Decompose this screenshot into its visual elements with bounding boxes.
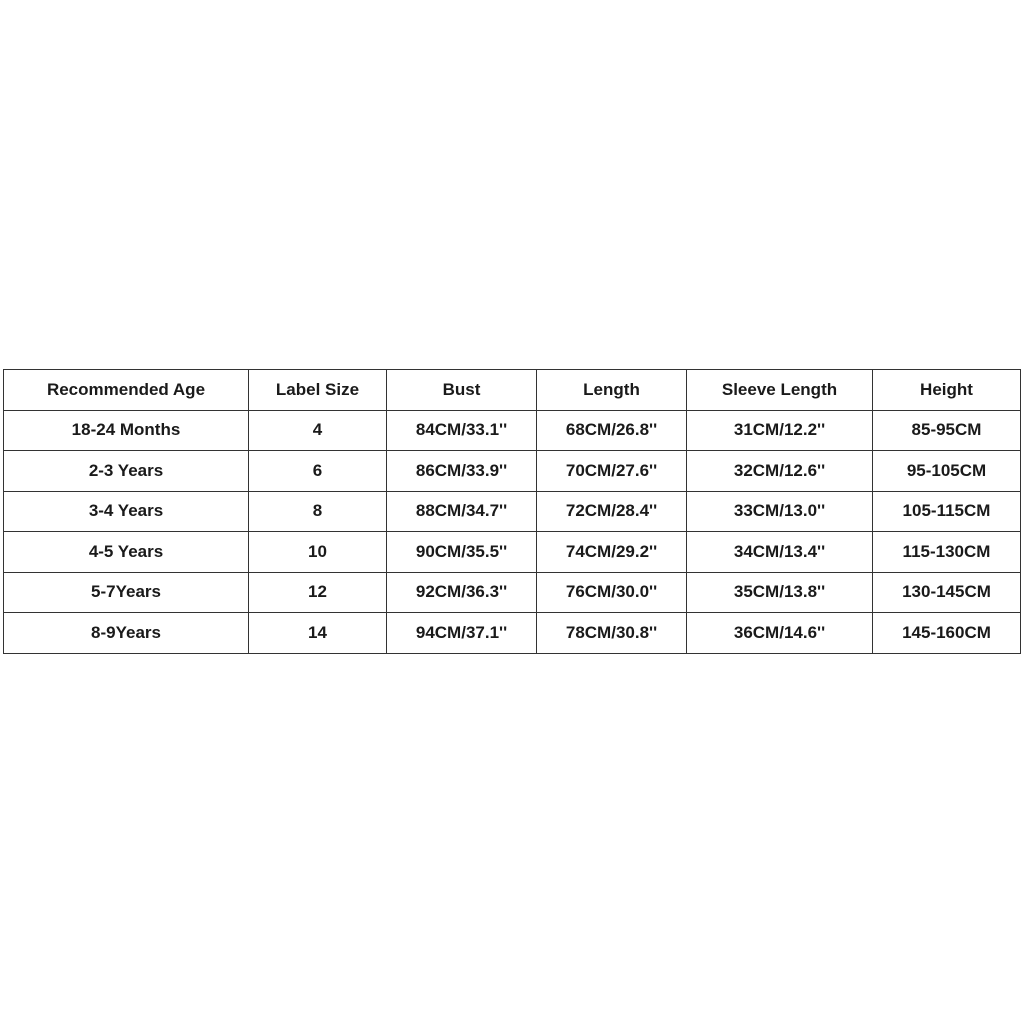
cell-length: 72CM/28.4'': [537, 491, 687, 532]
cell-height: 85-95CM: [873, 410, 1021, 451]
cell-label-size: 8: [249, 491, 387, 532]
cell-recommended-age: 5-7Years: [4, 572, 249, 613]
cell-height: 105-115CM: [873, 491, 1021, 532]
cell-label-size: 6: [249, 451, 387, 492]
cell-bust: 86CM/33.9'': [387, 451, 537, 492]
cell-sleeve-length: 34CM/13.4'': [687, 532, 873, 573]
header-bust: Bust: [387, 370, 537, 411]
cell-sleeve-length: 36CM/14.6'': [687, 613, 873, 654]
cell-length: 76CM/30.0'': [537, 572, 687, 613]
cell-length: 68CM/26.8'': [537, 410, 687, 451]
header-height: Height: [873, 370, 1021, 411]
cell-height: 95-105CM: [873, 451, 1021, 492]
table-row: [4, 410, 1021, 451]
cell-height: 130-145CM: [873, 572, 1021, 613]
cell-recommended-age: 3-4 Years: [4, 491, 249, 532]
header-label-size: Label Size: [249, 370, 387, 411]
cell-label-size: 14: [249, 613, 387, 654]
cell-height: 145-160CM: [873, 613, 1021, 654]
header-recommended-age: Recommended Age: [4, 370, 249, 411]
cell-sleeve-length: 31CM/12.2'': [687, 410, 873, 451]
cell-recommended-age: 4-5 Years: [4, 532, 249, 573]
table-header-row: [4, 370, 1021, 411]
cell-height: 115-130CM: [873, 532, 1021, 573]
cell-recommended-age: 8-9Years: [4, 613, 249, 654]
cell-bust: 90CM/35.5'': [387, 532, 537, 573]
table-row: [4, 613, 1021, 654]
cell-bust: 88CM/34.7'': [387, 491, 537, 532]
size-chart-table: [3, 369, 1021, 654]
cell-bust: 94CM/37.1'': [387, 613, 537, 654]
cell-bust: 84CM/33.1'': [387, 410, 537, 451]
table-row: [4, 532, 1021, 573]
cell-length: 74CM/29.2'': [537, 532, 687, 573]
cell-label-size: 4: [249, 410, 387, 451]
cell-label-size: 12: [249, 572, 387, 613]
cell-sleeve-length: 35CM/13.8'': [687, 572, 873, 613]
cell-label-size: 10: [249, 532, 387, 573]
table-row: [4, 491, 1021, 532]
cell-bust: 92CM/36.3'': [387, 572, 537, 613]
header-length: Length: [537, 370, 687, 411]
cell-recommended-age: 18-24 Months: [4, 410, 249, 451]
cell-sleeve-length: 33CM/13.0'': [687, 491, 873, 532]
cell-length: 70CM/27.6'': [537, 451, 687, 492]
cell-length: 78CM/30.8'': [537, 613, 687, 654]
cell-sleeve-length: 32CM/12.6'': [687, 451, 873, 492]
table-row: [4, 451, 1021, 492]
cell-recommended-age: 2-3 Years: [4, 451, 249, 492]
header-sleeve-length: Sleeve Length: [687, 370, 873, 411]
table-row: [4, 572, 1021, 613]
